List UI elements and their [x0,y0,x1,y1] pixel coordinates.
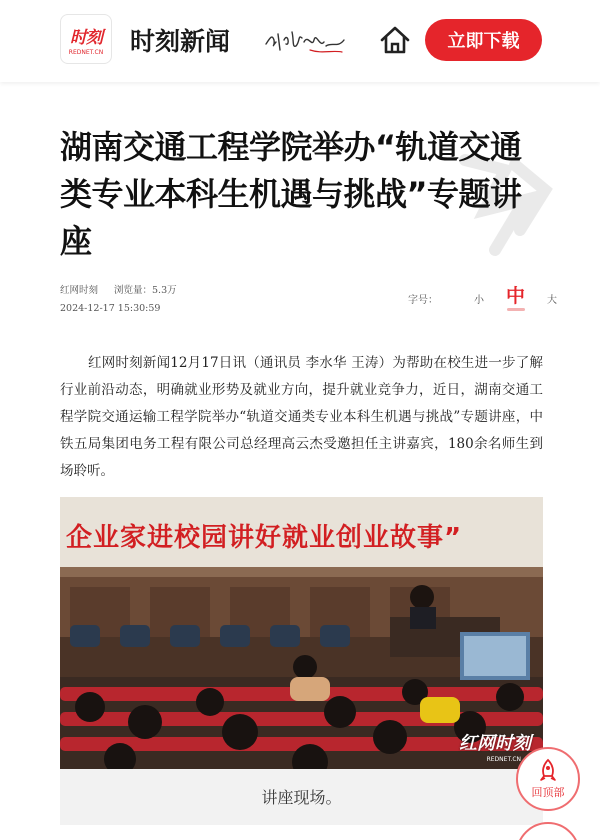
font-size-label: 字号： [408,295,438,306]
article-datetime: 2024-12-17 15:30:59 [60,303,161,314]
logo-sub: REDNET.CN [68,48,104,56]
caption-box [60,769,543,825]
download-button[interactable]: 立即下载 [425,19,542,61]
font-size-medium-label: 中 [506,285,526,307]
app-logo[interactable] [60,14,112,64]
banner-text: 企业家进校园讲好就业创业故事” [66,523,463,553]
article-views: 浏览量：5.3万 [114,285,177,296]
selected-indicator [507,308,525,311]
article-meta [60,282,177,314]
logo-mark: 时刻 [70,27,102,48]
photo-caption: 讲座现场。 [261,788,342,807]
article-body: 红网时刻新闻12月17日讯（通讯员 李水华 王涛）为帮助在校生进一步了解行业前沿动态，明确就业形势及就业方向，提升就业竞争力，近日，湖南交通工程学院交通运输工程学院举办“轨道交通类专业本科生机遇与挑战”专题讲座，中铁五局集团电务工程有限公司总经理高云杰受邀担任主讲嘉宾，180余名师生到场聆听。 [60,355,543,479]
article-source: 红网时刻 [60,285,99,296]
font-size-large[interactable]: 大 [547,295,558,306]
font-size-small[interactable]: 小 [474,295,484,306]
font-size-medium[interactable] [506,286,525,311]
rocket-icon [537,758,559,782]
article-photo[interactable] [60,497,543,769]
brand-name: 时刻新闻 [130,27,231,56]
top-bar [0,0,600,82]
back-to-top-button[interactable] [516,747,580,811]
font-size-selector [408,286,557,311]
photo-watermark-sub: REDNET.CN [486,756,521,763]
back-to-top-label: 回顶部 [531,786,565,799]
calligraphy-signature [262,20,346,60]
article-title: 湖南交通工程学院举办“轨道交通类专业本科生机遇与挑战”专题讲座 [60,128,522,260]
home-icon[interactable] [379,25,411,55]
photo-watermark: 红网时刻 [459,733,531,754]
